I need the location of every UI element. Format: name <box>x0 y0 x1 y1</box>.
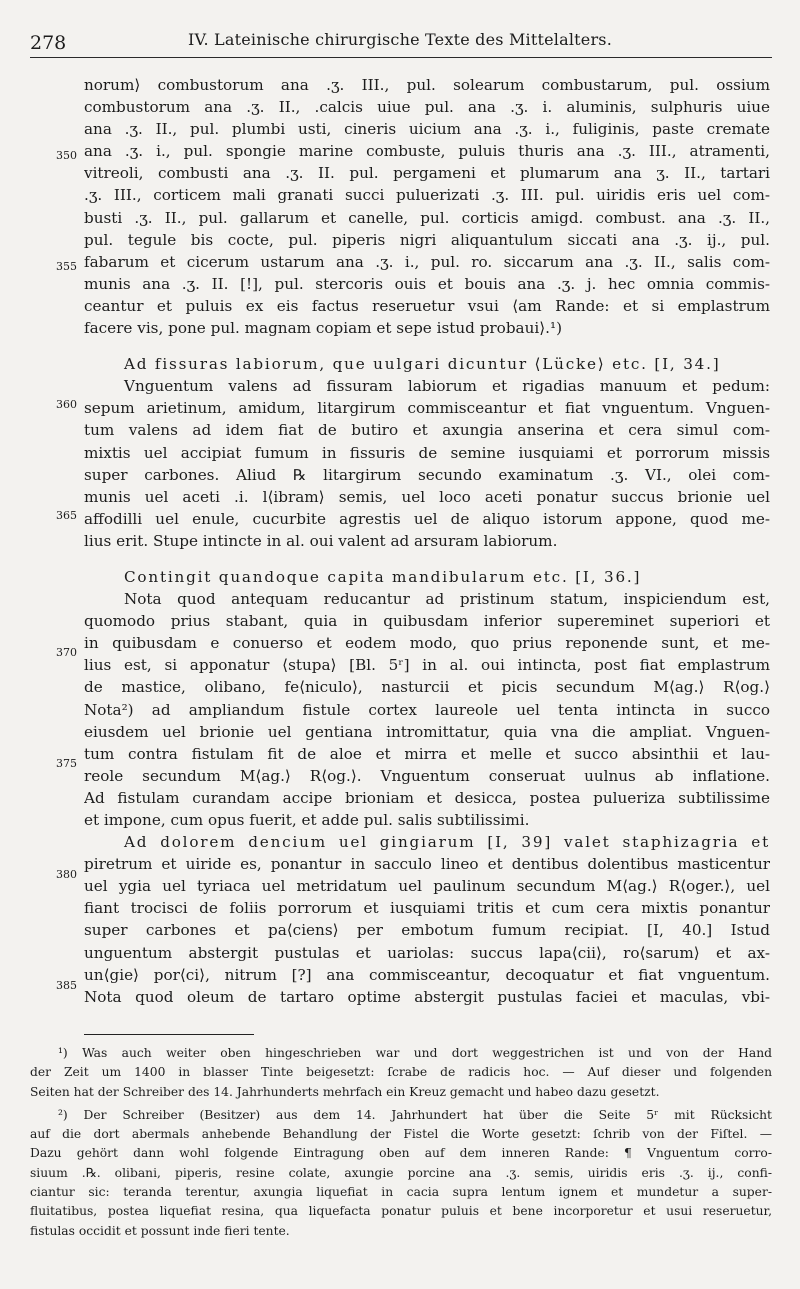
text-line: super carbones. Aliud ℞ litargirum secundo examinatum .ʒ. VI., olei com- <box>84 465 770 484</box>
text-line: busti .ʒ. II., pul. gallarum et canelle, pul. corticis amigd. combust. ana .ʒ. II., <box>84 208 770 227</box>
footnote-line: der Zeit um 1400 in blasser Tinte beigesetzt: ſcrabe de radicis hoc. — Auf dieser und folgenden <box>30 1065 772 1080</box>
text-line: et impone, cum opus fuerit, et adde pul. salis subtilissimi. <box>84 811 530 829</box>
text-line: piretrum et uiride es, ponantur in sacculo lineo et dentibus dolentibus masticentur <box>84 855 770 874</box>
text-line: Vnguentum valens ad fissuram labiorum et rigadias manuum et pedum: <box>124 377 770 396</box>
text-line: tum contra fistulam fit de aloe et mirra et melle et succo absinthii et lau- <box>84 744 770 763</box>
text-line: fabarum et cicerum ustarum ana .ʒ. i., pul. ro. siccarum ana .ʒ. II., salis com- <box>84 252 770 271</box>
line-number: 375 <box>56 757 77 770</box>
section-heading: Contingit quandoque capita mandibularum etc. [I, 36.] <box>124 567 642 586</box>
footnote-rule <box>84 1034 254 1035</box>
footnote-line: Dazu gehört dann wohl folgende Eintragung oben auf dem inneren Rande: ¶ Vnguentum corro- <box>30 1146 772 1161</box>
footnote-line: ¹) Was auch weiter oben hingeschrieben war und dort weggestrichen ist und von der Hand <box>58 1046 772 1060</box>
text-line: lius est, si apponatur ⟨stupa⟩ [Bl. 5ʳ] in al. oui intincta, post fiat emplastrum <box>84 656 770 675</box>
line-number: 360 <box>56 398 77 411</box>
footnote-line: auf die dort abermals anhebende Behandlung der Fistel die Worte gesetzt: ſchrib von der Fiſtel. — <box>30 1127 772 1142</box>
text-line: vitreoli, combusti ana .ʒ. II. pul. pergameni et plumarum ana ʒ. II., tartari <box>84 164 770 183</box>
text-line: .ʒ. III., corticem mali granati succi puluerizati .ʒ. III. pul. uiridis eris uel com- <box>84 186 770 205</box>
line-number: 350 <box>56 149 77 162</box>
text-line: fiant trocisci de foliis porrorum et iusquiami tritis et cum cera mixtis ponantur <box>84 899 770 918</box>
footnote-line: Seiten hat der Schreiber des 14. Jahrhunderts mehrfach ein Kreuz gemacht und habeo dazu gesetzt. <box>30 1084 660 1099</box>
line-number: 365 <box>56 509 77 522</box>
text-line: pul. tegule bis cocte, pul. piperis nigri aliquantulum siccati ana .ʒ. ij., pul. <box>84 230 770 249</box>
text-line: norum⟩ combustorum ana .ʒ. III., pul. solearum combustarum, pul. ossium <box>84 76 770 94</box>
line-number: 380 <box>56 868 77 881</box>
text-line: de mastice, olibano, fe⟨niculo⟩, nasturcii et picis secundum M⟨ag.⟩ R⟨og.⟩ <box>84 678 770 697</box>
text-line: ana .ʒ. II., pul. plumbi usti, cineris uicium ana .ʒ. i., fuliginis, paste cremate <box>84 120 770 139</box>
text-line: ceantur et puluis ex eis factus reseruetur vsui ⟨am Rande: et si emplastrum <box>84 296 770 315</box>
footnote-line: siuum .℞. olibani, piperis, resine colate, axungie porcine ana .ʒ. semis, uiridis eris .ʒ. ij., confi- <box>30 1165 772 1180</box>
line-number: 355 <box>56 260 77 273</box>
section-heading: Ad dolorem dencium uel gingiarum [I, 39] valet staphizagria et <box>124 833 770 852</box>
text-line: mixtis uel accipiat fumum in fissuris de semine iusquiami et porrorum missis <box>84 443 770 462</box>
text-line: Nota quod oleum de tartaro optime abstergit pustulas faciei et maculas, vbi- <box>84 987 770 1006</box>
text-line: combustorum ana .ʒ. II., .calcis uiue pul. ana .ʒ. i. aluminis, sulphuris uiue <box>84 98 770 117</box>
text-line: unguentum abstergit pustulas et uariolas: succus lapa⟨cii⟩, ro⟨sarum⟩ et ax- <box>84 943 770 962</box>
line-number: 385 <box>56 979 77 992</box>
page-number: 278 <box>30 32 67 54</box>
section-heading: Ad fissuras labiorum, que uulgari dicuntur ⟨Lücke⟩ etc. [I, 34.] <box>124 355 721 374</box>
footnote-line: ciantur sic: teranda terentur, axungia liquefiat in cacia supra lentum ignem et mundetur a super- <box>30 1185 772 1200</box>
running-title: IV. Lateinische chirurgische Texte des Mittelalters. <box>187 30 613 49</box>
text-line: Ad fistulam curandam accipe brioniam et desicca, postea pulueriza subtilissime <box>84 788 770 807</box>
text-line: in quibusdam e conuerso et eodem modo, quo prius reponende sunt, et me- <box>84 634 770 653</box>
footnote-line: fistulas occidit et possunt inde fieri tente. <box>30 1223 290 1238</box>
text-line: munis ana .ʒ. II. [!], pul. stercoris ouis et bouis ana .ʒ. j. hec omnia commis- <box>84 274 770 293</box>
text-line: super carbones et pa⟨ciens⟩ per embotum fumum recipiat. [I, 40.] Istud <box>84 921 770 940</box>
text-line: un⟨gie⟩ por⟨ci⟩, nitrum [?] ana commisceantur, decoquatur et fiat vnguentum. <box>84 965 770 984</box>
text-line: tum valens ad idem fiat de butiro et axungia anserina et cera simul com- <box>84 421 770 440</box>
main-text <box>84 74 770 1008</box>
text-line: ana .ʒ. i., pul. spongie marine combuste, puluis thuris ana .ʒ. III., atramenti, <box>84 142 770 161</box>
footnotes <box>30 1044 772 1241</box>
text-line: quomodo prius stabant, quia in quibusdam inferior supereminet superiori et <box>84 612 770 631</box>
text-line: Nota quod antequam reducantur ad pristinum statum, inspiciendum est, <box>124 590 770 609</box>
text-line: lius erit. Stupe intincte in al. oui valent ad arsuram labiorum. <box>84 531 558 550</box>
text-line: Nota²) ad ampliandum fistule cortex laureole uel tenta intincta in succo <box>84 700 770 719</box>
header-rule <box>30 57 772 58</box>
footnote-line: ²) Der Schreiber (Besitzer) aus dem 14. Jahrhundert hat über die Seite 5ʳ mit Rücksicht <box>58 1107 772 1122</box>
text-line: affodilli uel enule, cucurbite agrestis uel de aliquo istorum appone, quod me- <box>84 509 770 528</box>
text-line: eiusdem uel brionie uel gentiana intromittatur, quia vna die ampliat. Vnguen- <box>84 722 770 741</box>
text-line: reole secundum M⟨ag.⟩ R⟨og.⟩. Vnguentum conseruat uulnus ab inflatione. <box>84 766 770 785</box>
text-line: sepum arietinum, amidum, litargirum commisceantur et fiat vnguentum. Vnguen- <box>84 399 770 418</box>
footnote-line: fluitatibus, postea liquefiat resina, qua liquefacta ponatur puluis et bene incorporetur et usui reseruetur, <box>30 1204 772 1219</box>
line-number: 370 <box>56 646 77 659</box>
text-line: uel ygia uel tyriaca uel metridatum uel paulinum secundum M⟨ag.⟩ R⟨oger.⟩, uel <box>84 877 770 896</box>
text-line: munis uel aceti .i. l⟨ibram⟩ semis, uel loco aceti ponatur succus brionie uel <box>84 487 770 506</box>
text-line: facere vis, pone pul. magnam copiam et sepe istud probaui⟩.¹) <box>84 319 562 338</box>
